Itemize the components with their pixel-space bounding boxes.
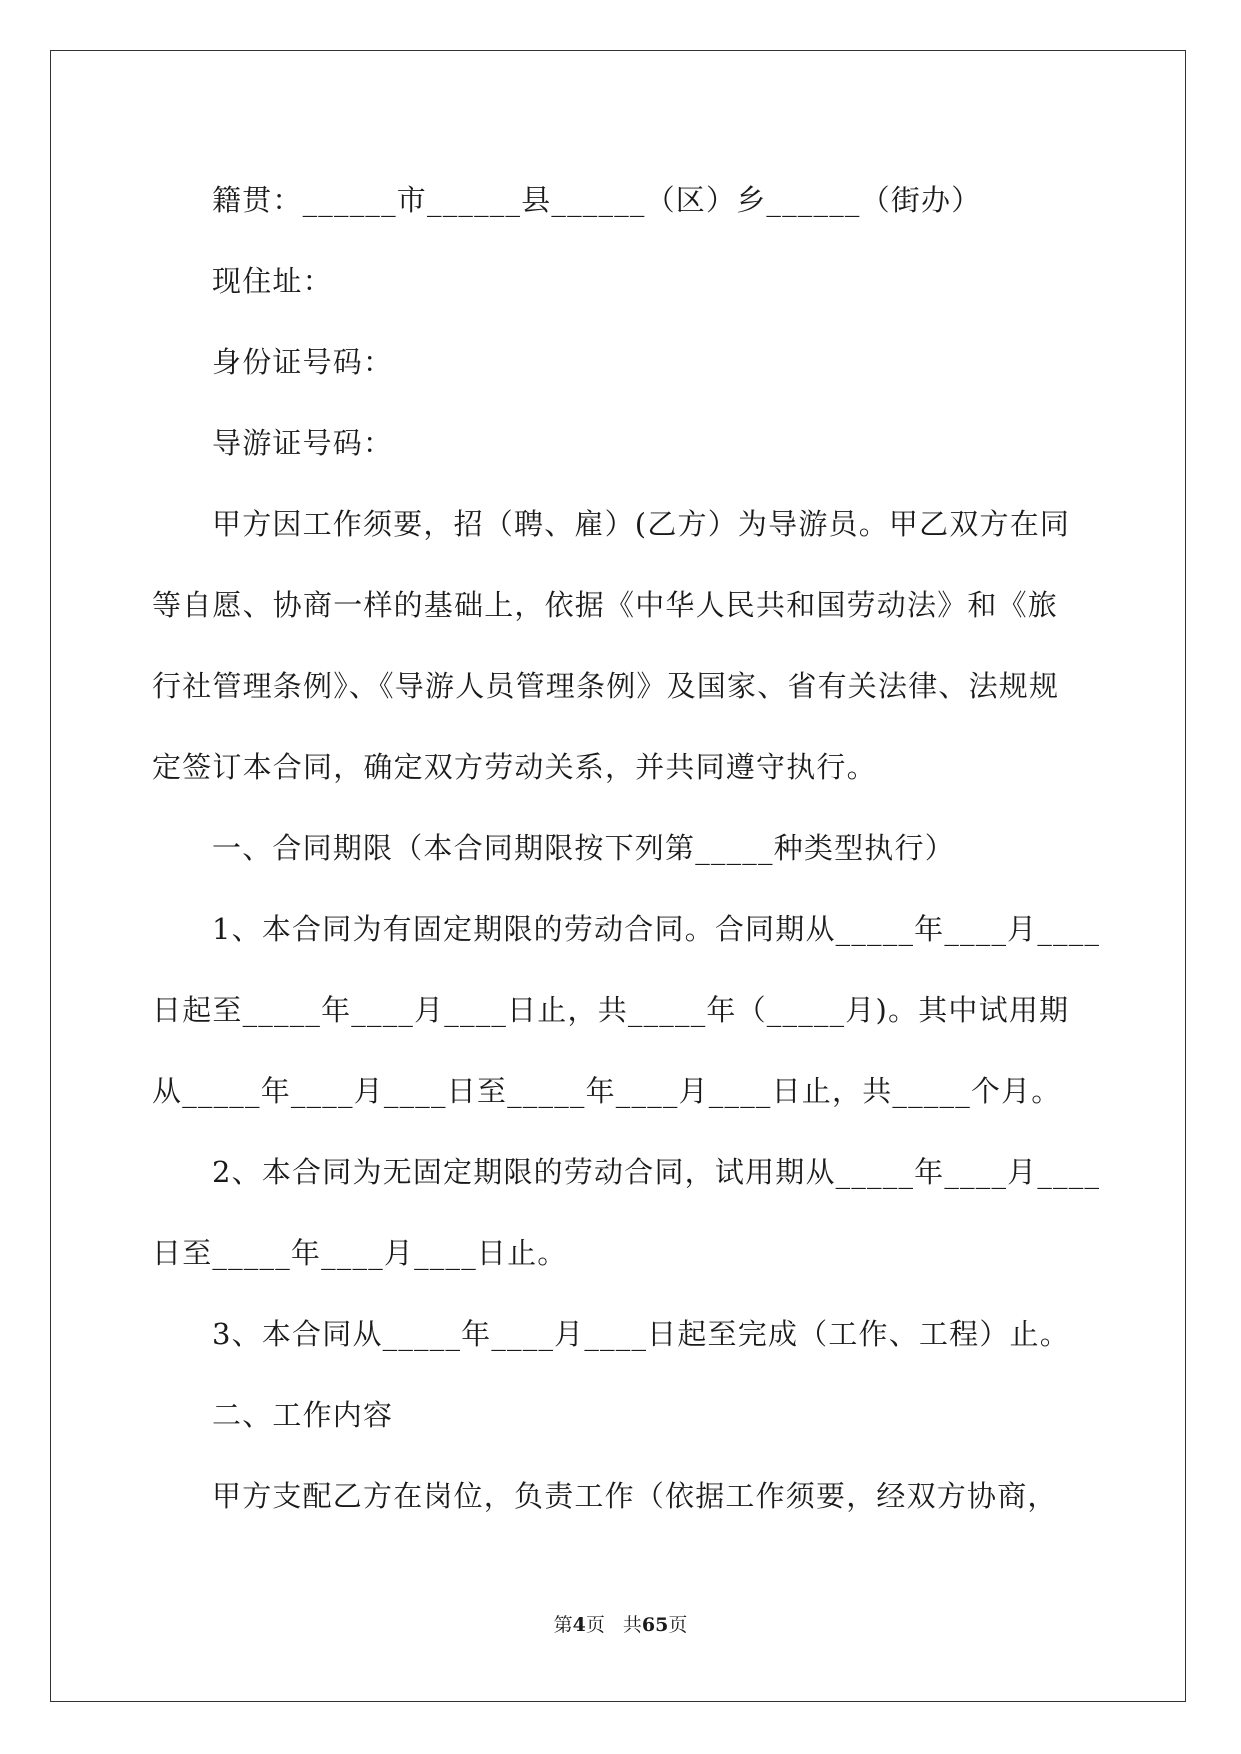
footer-total-prefix: 共 — [622, 1614, 642, 1636]
clause-line: 2、本合同为无固定期限的劳动合同，试用期从_____年____月____ — [212, 1155, 1101, 1189]
clause-line: 日起至_____年____月____日止，共_____年（_____月)。其中试用期 — [152, 993, 1070, 1027]
native-place-line: 籍贯：______市______县______（区）乡______（街办） — [212, 183, 982, 217]
section-heading: 一、合同期限（本合同期限按下列第_____种类型执行） — [212, 831, 955, 865]
footer-prefix: 第 — [553, 1614, 573, 1636]
clause-line: 从_____年____月____日至_____年____月____日止，共_____个月。 — [152, 1074, 1062, 1108]
page-footer — [0, 1610, 1241, 1637]
paragraph-line: 定签订本合同，确定双方劳动关系，并共同遵守执行。 — [152, 750, 877, 784]
footer-page-unit: 页 — [585, 1614, 605, 1636]
paragraph-line: 行社管理条例》、《导游人员管理条例》及国家、省有关法律、法规规 — [152, 669, 1060, 703]
clause-line: 3、本合同从_____年____月____日起至完成（工作、工程）止。 — [212, 1317, 1070, 1351]
clause-line: 1、本合同为有固定期限的劳动合同。合同期从_____年____月____ — [212, 912, 1101, 946]
page-number: 4 — [572, 1614, 586, 1636]
paragraph-line: 甲方支配乙方在岗位，负责工作（依据工作须要，经双方协商， — [212, 1479, 1058, 1513]
document-body — [152, 160, 1101, 1537]
footer-total-unit: 页 — [668, 1614, 688, 1636]
paragraph-line: 甲方因工作须要，招（聘、雇）(乙方）为导游员。甲乙双方在同 — [212, 507, 1071, 541]
clause-line: 日至_____年____月____日止。 — [152, 1236, 568, 1270]
total-pages: 65 — [641, 1614, 669, 1636]
guide-license-line: 导游证号码： — [212, 426, 394, 460]
section-heading: 二、工作内容 — [212, 1398, 394, 1432]
current-address-line: 现住址： — [212, 264, 333, 298]
id-number-line: 身份证号码： — [212, 345, 394, 379]
paragraph-line: 等自愿、协商一样的基础上，依据《中华人民共和国劳动法》和《旅 — [152, 588, 1059, 622]
